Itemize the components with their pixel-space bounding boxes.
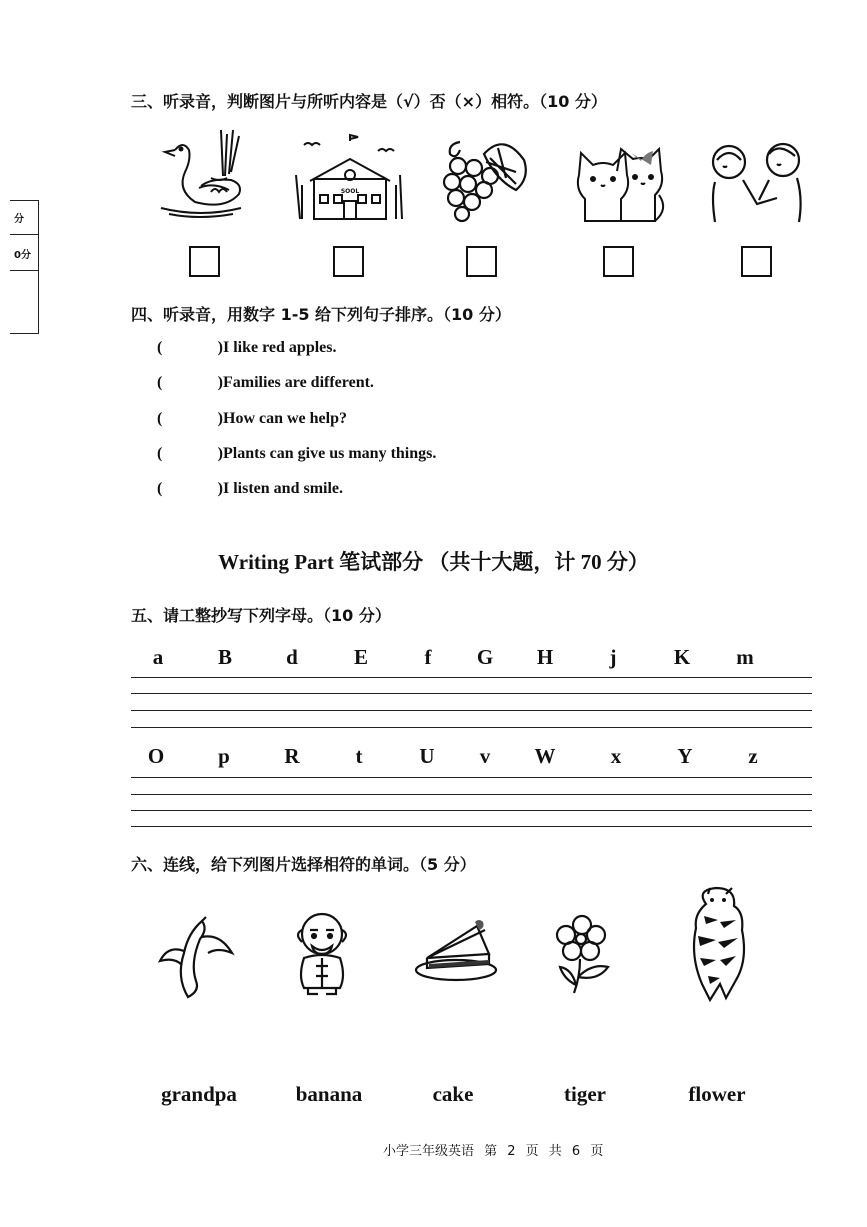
grapes-icon bbox=[440, 132, 530, 222]
word-option[interactable]: tiger bbox=[564, 1082, 606, 1106]
handwriting-line bbox=[131, 826, 812, 827]
section-3-title: 三、听录音，判断图片与所听内容是（√）否（×）相符。（10 分） bbox=[131, 92, 607, 111]
margin-score-label: 0分 bbox=[14, 250, 31, 261]
page-footer: 小学三年级英语 第 2 页 共 6 页 bbox=[383, 1144, 604, 1159]
word-option[interactable]: flower bbox=[688, 1082, 746, 1106]
answer-box-1[interactable] bbox=[189, 246, 220, 277]
handwriting-line bbox=[131, 677, 812, 678]
school-sign: SOOL bbox=[340, 188, 360, 195]
letter: U bbox=[419, 744, 435, 768]
tiger-icon[interactable] bbox=[686, 886, 748, 1000]
word-option[interactable]: grandpa bbox=[161, 1082, 237, 1106]
section-4-title: 四、听录音，用数字 1-5 给下列句子排序。（10 分） bbox=[131, 305, 511, 324]
letter: E bbox=[353, 645, 368, 669]
letter: v bbox=[479, 744, 491, 768]
letter: a bbox=[152, 645, 164, 669]
handwriting-line bbox=[131, 810, 812, 811]
cats-icon bbox=[573, 145, 665, 225]
letter: R bbox=[284, 744, 300, 768]
ordering-row-2 bbox=[157, 374, 374, 392]
answer-blank[interactable]: ( ) bbox=[157, 480, 223, 497]
flower-icon[interactable] bbox=[556, 915, 620, 995]
word-option[interactable]: banana bbox=[295, 1082, 363, 1106]
letter: B bbox=[217, 645, 232, 669]
letter: z bbox=[748, 744, 758, 768]
answer-box-5[interactable] bbox=[741, 246, 772, 277]
ordering-row-3 bbox=[157, 410, 347, 428]
handwriting-line bbox=[131, 777, 812, 778]
letter: t bbox=[355, 744, 363, 768]
letter: Y bbox=[677, 744, 693, 768]
sentence: How can we help? bbox=[223, 410, 347, 427]
sentence: I listen and smile. bbox=[223, 480, 344, 497]
answer-blank[interactable]: ( ) bbox=[157, 339, 223, 356]
answer-blank[interactable]: ( ) bbox=[157, 445, 223, 462]
answer-box-3[interactable] bbox=[466, 246, 497, 277]
handwriting-line bbox=[131, 710, 812, 711]
word-option[interactable]: cake bbox=[432, 1082, 474, 1106]
sentence: Families are different. bbox=[223, 374, 374, 391]
section-5-title: 五、请工整抄写下列字母。（10 分） bbox=[131, 606, 391, 625]
handwriting-line bbox=[131, 693, 812, 694]
sentence: I like red apples. bbox=[223, 339, 337, 356]
handshake-icon bbox=[707, 140, 803, 224]
letter: x bbox=[610, 744, 622, 768]
banana-icon[interactable] bbox=[158, 915, 234, 999]
writing-part-title: Writing Part 笔试部分 （共十大题，计 70 分） bbox=[218, 550, 649, 574]
handwriting-line bbox=[131, 727, 812, 728]
margin-score-label: 分 bbox=[14, 214, 24, 225]
letter: d bbox=[286, 645, 298, 669]
answer-box-2[interactable] bbox=[333, 246, 364, 277]
answer-blank[interactable]: ( ) bbox=[157, 410, 223, 427]
school-icon bbox=[296, 135, 406, 223]
ordering-row-5 bbox=[157, 480, 343, 498]
letter: W bbox=[534, 744, 556, 768]
letter: K bbox=[673, 645, 691, 669]
cake-icon[interactable] bbox=[413, 920, 499, 982]
ordering-row-1 bbox=[157, 339, 337, 357]
letter: p bbox=[218, 744, 230, 768]
letter: m bbox=[736, 645, 754, 669]
section-6-title: 六、连线，给下列图片选择相符的单词。（5 分） bbox=[131, 855, 476, 874]
ordering-row-4 bbox=[157, 445, 436, 463]
sentence: Plants can give us many things. bbox=[223, 445, 437, 462]
letter: H bbox=[536, 645, 554, 669]
margin-divider bbox=[10, 270, 38, 271]
margin-divider bbox=[10, 234, 38, 235]
duck-icon bbox=[155, 130, 245, 222]
answer-box-4[interactable] bbox=[603, 246, 634, 277]
letter: O bbox=[147, 744, 165, 768]
letter: f bbox=[424, 645, 432, 669]
letter: G bbox=[476, 645, 494, 669]
handwriting-line bbox=[131, 794, 812, 795]
answer-blank[interactable]: ( ) bbox=[157, 374, 223, 391]
grandpa-icon[interactable] bbox=[290, 910, 354, 996]
letter: j bbox=[609, 645, 617, 669]
